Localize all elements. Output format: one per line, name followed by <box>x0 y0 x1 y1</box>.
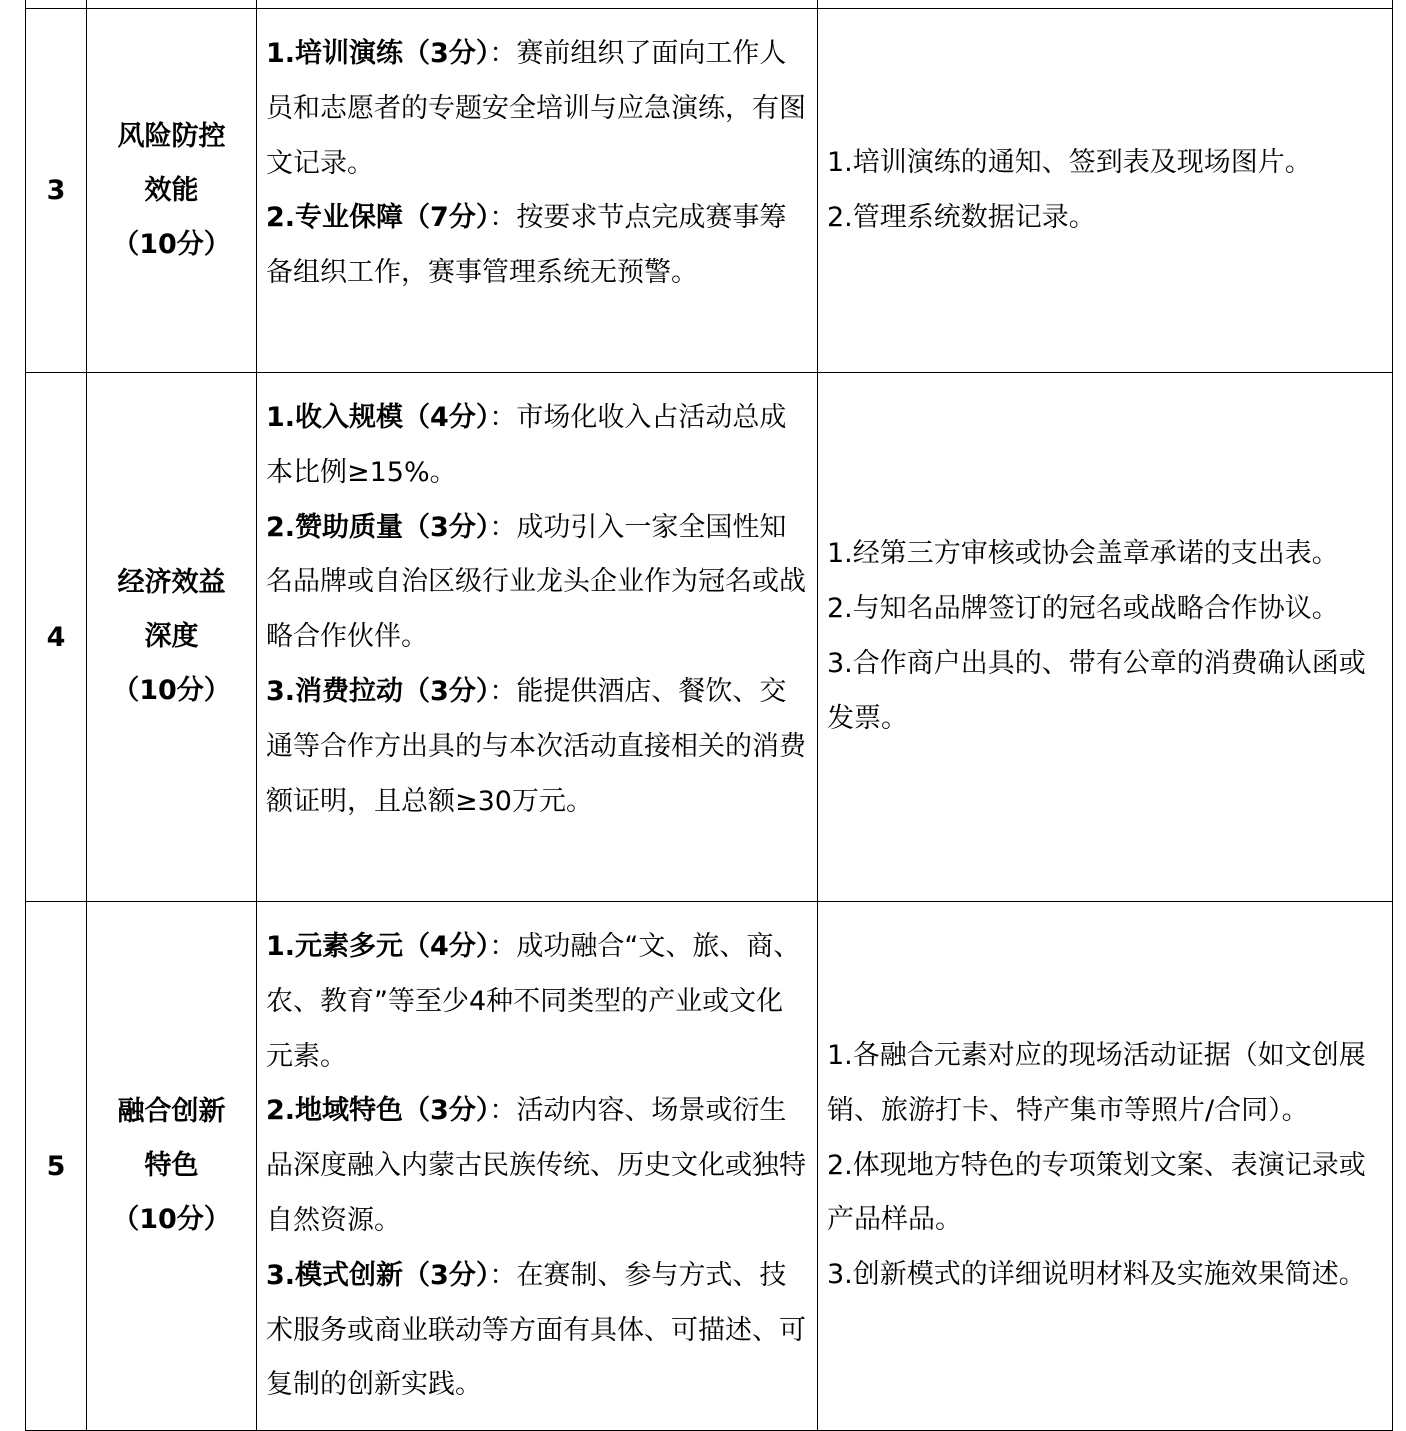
criterion-text: 活动内容、场景或衍生品深度融入内蒙古民族传统、历史文化或独特自然资源。 <box>266 1095 806 1236</box>
evaluation-table <box>25 0 1393 1431</box>
criterion-text: 成功引入一家全国性知名品牌或自治区级行业龙头企业作为冠名或战略合作伙伴。 <box>266 511 806 653</box>
evidence-cell <box>818 373 1393 902</box>
criterion-item <box>266 920 807 1084</box>
criterion-title: 1.元素多元（4分） <box>266 931 490 962</box>
criterion-text: 成功融合“文、旅、商、农、教育”等至少4种不同类型的产业或文化元素。 <box>266 931 801 1072</box>
table-cell <box>87 0 257 9</box>
indicator-name-line: 深度 <box>144 621 199 652</box>
indicator-name-line: 风险防控 <box>117 120 226 152</box>
criterion-separator: ： <box>489 1259 517 1291</box>
indicator-name <box>87 373 257 902</box>
criterion-separator: ： <box>489 511 517 543</box>
evidence-cell <box>818 9 1393 373</box>
evidence-item: 1.经第三方审核或协会盖章承诺的支出表。 <box>827 538 1339 570</box>
criterion-item <box>266 27 807 191</box>
table-cell <box>26 0 87 9</box>
criterion-separator: ： <box>489 675 517 707</box>
criterion-text: 在赛制、参与方式、技术服务或商业联动等方面有具体、可描述、可复制的创新实践。 <box>266 1259 806 1401</box>
table-row <box>26 373 1393 902</box>
evidence-item: 2.体现地方特色的专项策划文案、表演记录或产品样品。 <box>827 1149 1366 1236</box>
evidence-item: 2.管理系统数据记录。 <box>827 201 1096 233</box>
criterion-item <box>266 501 807 665</box>
indicator-score: （10分） <box>112 675 231 706</box>
indicator-name-line: 经济效益 <box>117 567 226 598</box>
criterion-title: 1.收入规模（4分） <box>266 402 490 433</box>
criterion-title: 2.赞助质量（3分） <box>266 511 490 543</box>
table-row-previous <box>26 0 1393 9</box>
criterion-separator: ： <box>489 402 517 433</box>
criterion-item <box>266 191 807 301</box>
evidence-cell <box>818 902 1393 1431</box>
row-number: 3 <box>26 9 87 373</box>
criterion-text: 能提供酒店、餐饮、交通等合作方出具的与本次活动直接相关的消费额证明，且总额≥30万元。 <box>266 675 806 817</box>
criteria-cell <box>257 373 818 902</box>
evidence-item: 1.各融合元素对应的现场活动证据（如文创展销、旅游打卡、特产集市等照片/合同）。 <box>827 1040 1366 1126</box>
table-row <box>26 9 1393 373</box>
criterion-item <box>266 1084 807 1248</box>
table-cell <box>257 0 818 9</box>
indicator-score: （10分） <box>112 1204 231 1235</box>
criterion-title: 2.专业保障（7分） <box>266 202 490 234</box>
criterion-title: 3.消费拉动（3分） <box>266 675 490 707</box>
indicator-score: （10分） <box>112 228 231 260</box>
criterion-separator: ： <box>489 931 517 962</box>
criterion-item <box>266 1249 807 1413</box>
criterion-separator: ： <box>489 1095 517 1127</box>
evaluation-table-container <box>25 0 1392 1431</box>
criterion-text: 市场化收入占活动总成本比例≥15%。 <box>266 402 787 488</box>
criterion-title: 2.地域特色（3分） <box>266 1095 490 1127</box>
criterion-title: 1.培训演练（3分） <box>266 38 490 69</box>
table-cell <box>818 0 1393 9</box>
criterion-text: 赛前组织了面向工作人员和志愿者的专题安全培训与应急演练，有图文记录。 <box>266 38 806 179</box>
row-number: 5 <box>26 902 87 1431</box>
indicator-name-line: 特色 <box>144 1150 199 1181</box>
indicator-name-line: 效能 <box>144 174 199 206</box>
criterion-item <box>266 665 807 829</box>
criterion-item <box>266 391 807 501</box>
evidence-item: 3.创新模式的详细说明材料及实施效果简述。 <box>827 1259 1366 1291</box>
criterion-separator: ： <box>489 202 517 234</box>
evidence-item: 2.与知名品牌签订的冠名或战略合作协议。 <box>827 593 1339 625</box>
indicator-name <box>87 9 257 373</box>
criterion-separator: ： <box>489 38 517 69</box>
evidence-item: 3.合作商户出具的、带有公章的消费确认函或发票。 <box>827 648 1366 734</box>
indicator-name <box>87 902 257 1431</box>
row-number: 4 <box>26 373 87 902</box>
criterion-text: 按要求节点完成赛事筹备组织工作，赛事管理系统无预警。 <box>266 202 787 289</box>
criteria-cell <box>257 902 818 1431</box>
table-row <box>26 902 1393 1431</box>
evidence-item: 1.培训演练的通知、签到表及现场图片。 <box>827 146 1312 178</box>
criteria-cell <box>257 9 818 373</box>
criterion-title: 3.模式创新（3分） <box>266 1259 490 1291</box>
indicator-name-line: 融合创新 <box>117 1096 226 1127</box>
